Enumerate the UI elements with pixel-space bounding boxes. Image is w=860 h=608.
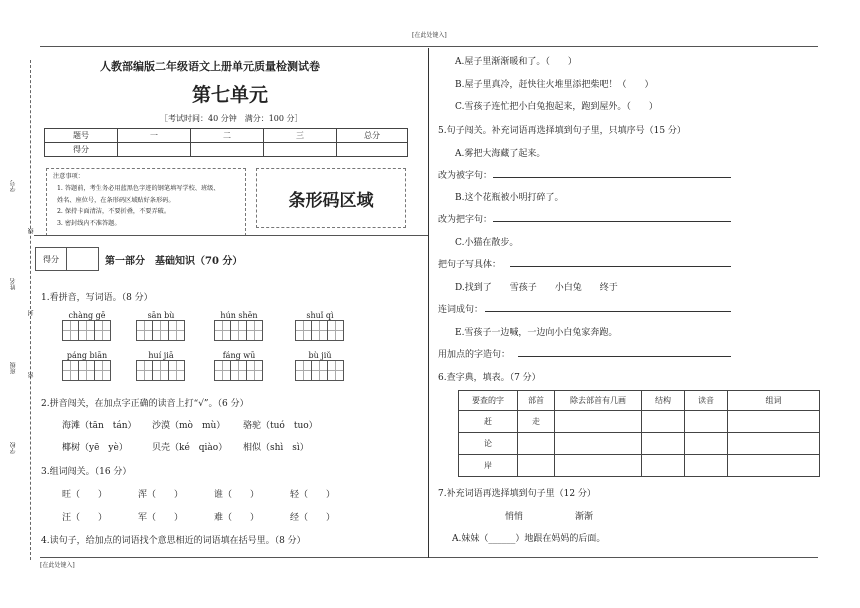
q3-blank[interactable]: 谁（ ） (214, 490, 260, 500)
q3-text: 3.组词闯关。（16 分） (41, 467, 132, 477)
section-title: 第一部分 基础知识（70 分） (105, 256, 243, 267)
q5-prompt-c: 把句子写具体： (438, 260, 502, 270)
pinyin-item (62, 351, 112, 381)
q5-prompt-e: 用加点的字造句： (438, 350, 511, 360)
dict-header-cell: 组词 (728, 391, 820, 411)
q5-sentence-e: E.雪孩子一边喊，一边向小白兔家奔跑。 (455, 328, 618, 338)
dict-input-cell[interactable] (555, 455, 642, 477)
pinyin-label: huí jiā (148, 351, 174, 360)
notice-line: 2. 保持卡面清洁，不要折叠，不要弄破。 (57, 208, 171, 216)
q5-prompt-a: 改为被字句： (438, 171, 493, 181)
pinyin-item (136, 351, 186, 381)
dict-header-cell: 读音 (685, 391, 728, 411)
q5-answer-line[interactable] (493, 221, 731, 222)
pinyin-label: bù jiǔ (308, 351, 332, 360)
pinyin-label: fáng wū (222, 351, 256, 360)
dict-input-cell[interactable] (685, 455, 728, 477)
notice-line: 1. 答题前，考生务必用蓝黑色字迹的钢笔填写学校、班级、 (57, 184, 220, 192)
side-label-xingming: 姓名 (10, 278, 17, 290)
q3-blank[interactable]: 难（ ） (214, 513, 260, 523)
q3-blank[interactable]: 军（ ） (138, 513, 184, 523)
score-header-cell: 一 (118, 129, 191, 143)
q5-prompt-d: 连词成句： (438, 305, 484, 315)
q3-blank[interactable]: 旺（ ） (62, 490, 108, 500)
q2-option[interactable]: 沙漠（mò mù） (152, 421, 226, 431)
dict-input-cell[interactable] (518, 455, 555, 477)
q3-blank[interactable]: 汪（ ） (62, 513, 108, 523)
footer-placeholder: [在此处键入] (40, 562, 75, 569)
dict-radical-cell: 走 (518, 411, 555, 433)
tianzige-box[interactable] (136, 360, 186, 381)
tianzige-box[interactable] (295, 360, 345, 381)
dict-char-cell: 论 (459, 433, 518, 455)
section-score-label: 得分 (36, 248, 67, 270)
q5-sentence-a: A.雾把大海藏了起来。 (455, 149, 546, 159)
q3-blank[interactable]: 浑（ ） (138, 490, 184, 500)
score-header-cell: 总分 (337, 129, 408, 143)
dict-header-cell: 除去部首有几画 (555, 391, 642, 411)
q7-word: 悄悄 (505, 512, 524, 522)
tianzige-box[interactable] (214, 320, 264, 341)
header-rule (40, 46, 818, 47)
pinyin-label: páng biān (66, 351, 108, 360)
section-rule (34, 235, 428, 236)
dict-input-cell[interactable] (555, 411, 642, 433)
side-label-xuexiao: 学校 (10, 442, 17, 454)
dict-char-cell: 岸 (459, 455, 518, 477)
pinyin-item (62, 311, 112, 341)
dictionary-table (458, 390, 820, 477)
dict-char-cell: 赶 (459, 411, 518, 433)
pinyin-label: shuǐ qì (306, 311, 334, 320)
q2-option[interactable]: 骆驼（tuó tuo） (243, 421, 318, 431)
exam-title: 人教部编版二年级语文上册单元质量检测试卷 (100, 60, 320, 73)
q4-option-c[interactable]: C.雪孩子连忙把小白兔抱起来，跑到屋外。（ ） (455, 102, 658, 112)
side-label-xian: 线 (28, 228, 35, 234)
q7-word: 渐渐 (575, 512, 594, 522)
dict-header-cell: 结构 (642, 391, 685, 411)
q7-text: 7.补充词语再选择填到句子里（12 分） (438, 489, 596, 499)
score-label-cell: 得分 (45, 143, 118, 157)
score-input-cell[interactable] (191, 143, 264, 157)
q5-prompt-b: 改为把字句： (438, 215, 493, 225)
q4-text: 4.读句子，给加点的词语找个意思相近的词语填在括号里。（8 分） (41, 536, 306, 546)
q5-answer-line[interactable] (510, 266, 731, 267)
tianzige-box[interactable] (62, 320, 112, 341)
q5-sentence-c: C.小猫在散步。 (455, 238, 519, 248)
score-input-cell[interactable] (264, 143, 337, 157)
dict-input-cell[interactable] (685, 433, 728, 455)
pinyin-item (214, 311, 264, 341)
side-label-xuehao: 学号 (10, 180, 17, 192)
dict-input-cell[interactable] (728, 411, 820, 433)
q5-text: 5.句子闯关。补充词语再选择填到句子里，只填序号（15 分） (438, 126, 686, 136)
side-label-banji: 班级 (10, 362, 17, 374)
q2-option[interactable]: 海滩（tān tán） (62, 421, 137, 431)
q2-option[interactable]: 椰树（yē yè） (62, 443, 128, 453)
notice-box (46, 168, 246, 236)
score-header-cell: 二 (191, 129, 264, 143)
side-label-feng: 封 (28, 310, 35, 316)
score-header-cell: 三 (264, 129, 337, 143)
q2-option[interactable]: 贝壳（ké qiào） (152, 443, 228, 453)
pinyin-label: sān bù (147, 311, 175, 320)
dict-input-cell[interactable] (555, 433, 642, 455)
pinyin-item (214, 351, 264, 381)
q5-sentence-b: B.这个花瓶被小明打碎了。 (455, 193, 564, 203)
dict-input-cell[interactable] (642, 455, 685, 477)
score-input-cell[interactable] (337, 143, 408, 157)
exam-info: ［考试时间：40 分钟 满分：100 分］ (160, 114, 303, 123)
dict-input-cell[interactable] (685, 411, 728, 433)
dict-input-cell[interactable] (642, 411, 685, 433)
pinyin-label: chàng gē (68, 311, 106, 320)
q2-option[interactable]: 相似（shì sì） (243, 443, 309, 453)
dict-header-cell: 要查的字 (459, 391, 518, 411)
pinyin-item (295, 311, 345, 341)
barcode-area: 条形码区域 (256, 168, 406, 228)
tianzige-box[interactable] (136, 320, 186, 341)
pinyin-item (295, 351, 345, 381)
score-header-cell: 题号 (45, 129, 118, 143)
footer-rule (40, 557, 818, 558)
q1-text: 1.看拼音，写词语。（8 分） (41, 293, 153, 303)
pinyin-label: hún shēn (220, 311, 258, 320)
notice-line: 3. 密封线内不准答题。 (57, 220, 121, 228)
q4-option-a[interactable]: A.屋子里渐渐暖和了。（ ） (455, 57, 577, 67)
tianzige-box[interactable] (214, 360, 264, 381)
pinyin-item (136, 311, 186, 341)
q3-blank[interactable]: 轻（ ） (290, 490, 336, 500)
tianzige-box[interactable] (62, 360, 112, 381)
header-placeholder: [在此处键入] (412, 32, 447, 39)
q5-answer-line[interactable] (485, 311, 731, 312)
q5-sentence-d: D.找到了 雪孩子 小白兔 终于 (455, 283, 618, 293)
dict-input-cell[interactable] (728, 433, 820, 455)
dict-header-cell: 部首 (518, 391, 555, 411)
column-divider (428, 48, 429, 558)
side-label-mi: 密 (28, 372, 35, 378)
q4-option-b[interactable]: B.屋子里真冷，赶快往火堆里添把柴吧！（ ） (455, 80, 654, 90)
score-table (44, 128, 408, 157)
tianzige-box[interactable] (295, 320, 345, 341)
dict-input-cell[interactable] (728, 455, 820, 477)
unit-title: 第七单元 (192, 84, 269, 106)
q7-option-a[interactable]: A.妹妹（______）地跟在妈妈的后面。 (452, 534, 606, 544)
q5-answer-line[interactable] (493, 177, 731, 178)
q6-text: 6.查字典，填表。（7 分） (438, 373, 541, 383)
q2-text: 2.拼音闯关，在加点字正确的读音上打“√”。（6 分） (41, 399, 249, 409)
q5-answer-line[interactable] (518, 356, 731, 357)
section-score-input[interactable] (67, 248, 98, 270)
dict-input-cell[interactable] (518, 433, 555, 455)
score-input-cell[interactable] (118, 143, 191, 157)
q3-blank[interactable]: 经（ ） (290, 513, 336, 523)
notice-line: 姓名、座位号，在条形码区域贴好条形码。 (57, 196, 175, 204)
section-score-box (35, 247, 99, 271)
notice-title: 注意事项： (53, 173, 84, 180)
dict-input-cell[interactable] (642, 433, 685, 455)
